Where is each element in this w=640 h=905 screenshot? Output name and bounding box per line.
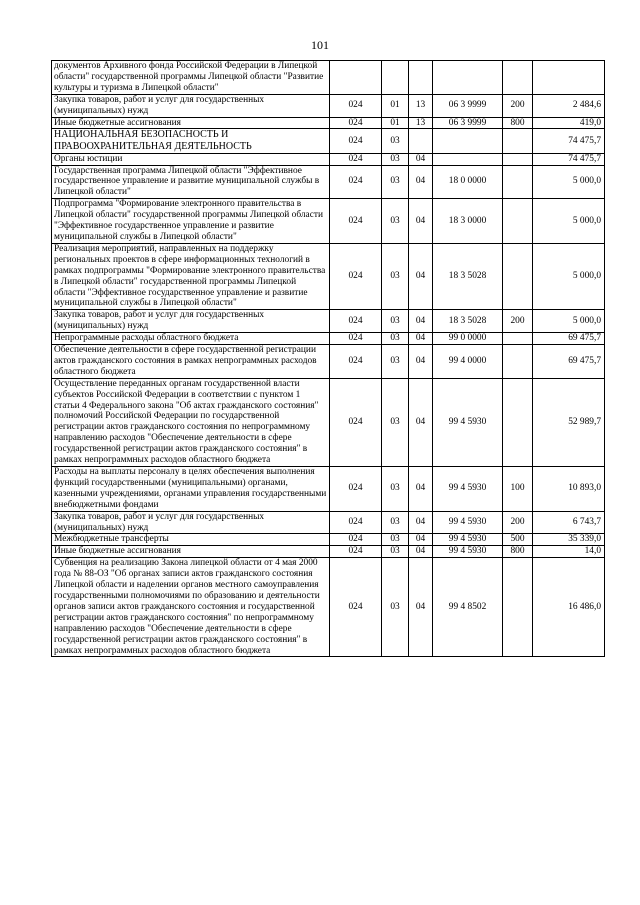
expense-type-cell	[503, 61, 533, 95]
ministry-code-cell: 024	[330, 333, 382, 345]
expense-type-cell	[503, 378, 533, 466]
subsection-code-cell: 04	[409, 534, 433, 546]
subsection-code-cell: 04	[409, 467, 433, 512]
ministry-code-cell: 024	[330, 117, 382, 129]
section-code-cell: 03	[382, 243, 409, 309]
ministry-code-cell: 024	[330, 129, 382, 153]
expense-name-cell: Закупка товаров, работ и услуг для государственных (муниципальных) нужд	[52, 310, 330, 333]
target-article-cell: 06 3 9999	[433, 94, 503, 117]
target-article-cell: 99 4 8502	[433, 558, 503, 657]
subsection-code-cell: 04	[409, 345, 433, 379]
table-row	[52, 94, 605, 117]
amount-cell: 35 339,0	[533, 534, 605, 546]
expense-name-cell: Непрограммные расходы областного бюджета	[52, 333, 330, 345]
expense-type-cell	[503, 345, 533, 379]
target-article-cell: 99 4 5930	[433, 467, 503, 512]
expense-type-cell: 100	[503, 467, 533, 512]
amount-cell	[533, 61, 605, 95]
table-row	[52, 333, 605, 345]
section-code-cell: 03	[382, 345, 409, 379]
section-code-cell: 03	[382, 165, 409, 199]
expense-name-cell: документов Архивного фонда Российской Федерации в Липецкой области" государственной программы Липецкой области "Развитие культуры и туризма в Липецкой области"	[52, 61, 330, 95]
ministry-code-cell: 024	[330, 153, 382, 165]
expense-name-cell: НАЦИОНАЛЬНАЯ БЕЗОПАСНОСТЬ И ПРАВООХРАНИТЕЛЬНАЯ ДЕЯТЕЛЬНОСТЬ	[52, 129, 330, 153]
section-code-cell: 03	[382, 333, 409, 345]
ministry-code-cell: 024	[330, 534, 382, 546]
section-code-cell	[382, 61, 409, 95]
target-article-cell	[433, 61, 503, 95]
amount-cell: 5 000,0	[533, 243, 605, 309]
table-row	[52, 165, 605, 199]
expense-name-cell: Подпрограмма "Формирование электронного правительства в Липецкой области" государственной программы Липецкой области "Эффективное государственное управление и развитие муниципальной службы в Липецкой области"	[52, 199, 330, 244]
table-row	[52, 511, 605, 534]
expense-name-cell: Обеспечение деятельности в сфере государственной регистрации актов гражданского состояния в рамках непрограммных расходов областного бюджета	[52, 345, 330, 379]
subsection-code-cell: 04	[409, 333, 433, 345]
expense-type-cell: 200	[503, 511, 533, 534]
table-row	[52, 199, 605, 244]
expense-type-cell	[503, 558, 533, 657]
table-row	[52, 534, 605, 546]
section-code-cell: 03	[382, 511, 409, 534]
expense-name-cell: Осуществление переданных органам государственной власти субъектов Российской Федерации в соответствии с пунктом 1 статьи 4 Федерального закона "Об актах гражданского состояния" полномочий Российской Федерации по государственной регистрации актов гражданского состояния по непрограммному направлению расходов "Обеспечение деятельности в сфере государственной регистрации актов гражданского состояния" в рамках непрограммных расходов областного бюджета	[52, 378, 330, 466]
section-code-cell: 03	[382, 467, 409, 512]
target-article-cell: 18 3 5028	[433, 310, 503, 333]
expense-name-cell: Субвенция на реализацию Закона липецкой области от 4 мая 2000 года № 88-ОЗ "Об органах записи актов гражданского состояния Липецкой области и наделении органов местного самоуправления государственными полномочиями по образованию и деятельности органов записи актов гражданского состояния и государственной регистрации актов гражданского состояния" по непрограммному направлению расходов "Обеспечение деятельности в сфере государственной регистрации актов гражданского состояния" в рамках непрограммных расходов областного бюджета	[52, 558, 330, 657]
expense-type-cell	[503, 243, 533, 309]
subsection-code-cell: 04	[409, 511, 433, 534]
expense-type-cell: 500	[503, 534, 533, 546]
section-code-cell: 03	[382, 310, 409, 333]
amount-cell: 69 475,7	[533, 333, 605, 345]
target-article-cell	[433, 153, 503, 165]
amount-cell: 6 743,7	[533, 511, 605, 534]
table-row	[52, 129, 605, 153]
section-code-cell: 03	[382, 558, 409, 657]
ministry-code-cell: 024	[330, 345, 382, 379]
table-row	[52, 310, 605, 333]
table-row	[52, 61, 605, 95]
expense-type-cell: 800	[503, 546, 533, 558]
ministry-code-cell: 024	[330, 94, 382, 117]
target-article-cell: 18 3 5028	[433, 243, 503, 309]
table-row	[52, 558, 605, 657]
target-article-cell: 99 4 0000	[433, 345, 503, 379]
target-article-cell: 18 0 0000	[433, 165, 503, 199]
ministry-code-cell: 024	[330, 243, 382, 309]
target-article-cell: 99 4 5930	[433, 546, 503, 558]
target-article-cell: 99 4 5930	[433, 534, 503, 546]
expense-type-cell	[503, 333, 533, 345]
section-code-cell: 03	[382, 378, 409, 466]
section-code-cell: 03	[382, 546, 409, 558]
amount-cell: 14,0	[533, 546, 605, 558]
subsection-code-cell: 04	[409, 165, 433, 199]
subsection-code-cell: 13	[409, 117, 433, 129]
expense-name-cell: Иные бюджетные ассигнования	[52, 117, 330, 129]
subsection-code-cell: 04	[409, 310, 433, 333]
amount-cell: 419,0	[533, 117, 605, 129]
amount-cell: 5 000,0	[533, 310, 605, 333]
amount-cell: 5 000,0	[533, 165, 605, 199]
page-number: 101	[311, 38, 329, 52]
expense-type-cell	[503, 153, 533, 165]
section-code-cell: 01	[382, 94, 409, 117]
table-row	[52, 117, 605, 129]
section-code-cell: 03	[382, 534, 409, 546]
amount-cell: 74 475,7	[533, 153, 605, 165]
target-article-cell: 18 3 0000	[433, 199, 503, 244]
table-row	[52, 546, 605, 558]
table-row	[52, 378, 605, 466]
subsection-code-cell: 04	[409, 153, 433, 165]
subsection-code-cell: 04	[409, 199, 433, 244]
table-row	[52, 153, 605, 165]
amount-cell: 52 989,7	[533, 378, 605, 466]
target-article-cell: 99 0 0000	[433, 333, 503, 345]
ministry-code-cell: 024	[330, 310, 382, 333]
ministry-code-cell: 024	[330, 467, 382, 512]
subsection-code-cell: 04	[409, 243, 433, 309]
subsection-code-cell: 04	[409, 558, 433, 657]
expense-type-cell	[503, 199, 533, 244]
target-article-cell: 99 4 5930	[433, 378, 503, 466]
amount-cell: 74 475,7	[533, 129, 605, 153]
budget-table	[51, 60, 605, 657]
target-article-cell: 06 3 9999	[433, 117, 503, 129]
amount-cell: 2 484,6	[533, 94, 605, 117]
expense-name-cell: Иные бюджетные ассигнования	[52, 546, 330, 558]
amount-cell: 69 475,7	[533, 345, 605, 379]
expense-name-cell: Органы юстиции	[52, 153, 330, 165]
budget-table-body	[52, 61, 605, 657]
expense-type-cell	[503, 129, 533, 153]
expense-type-cell	[503, 165, 533, 199]
expense-name-cell: Расходы на выплаты персоналу в целях обеспечения выполнения функций государственными (муниципальными) органами, казенными учреждениями, органами управления государственными внебюджетными фондами	[52, 467, 330, 512]
ministry-code-cell	[330, 61, 382, 95]
table-row	[52, 467, 605, 512]
subsection-code-cell	[409, 61, 433, 95]
ministry-code-cell: 024	[330, 511, 382, 534]
expense-name-cell: Государственная программа Липецкой области "Эффективное государственное управление и развитие муниципальной службы в Липецкой области"	[52, 165, 330, 199]
ministry-code-cell: 024	[330, 199, 382, 244]
section-code-cell: 03	[382, 153, 409, 165]
ministry-code-cell: 024	[330, 558, 382, 657]
expense-type-cell: 200	[503, 94, 533, 117]
ministry-code-cell: 024	[330, 378, 382, 466]
target-article-cell: 99 4 5930	[433, 511, 503, 534]
subsection-code-cell: 04	[409, 546, 433, 558]
expense-type-cell: 800	[503, 117, 533, 129]
expense-name-cell: Закупка товаров, работ и услуг для государственных (муниципальных) нужд	[52, 511, 330, 534]
subsection-code-cell	[409, 129, 433, 153]
section-code-cell: 03	[382, 199, 409, 244]
section-code-cell: 01	[382, 117, 409, 129]
section-code-cell: 03	[382, 129, 409, 153]
expense-name-cell: Межбюджетные трансферты	[52, 534, 330, 546]
amount-cell: 16 486,0	[533, 558, 605, 657]
subsection-code-cell: 13	[409, 94, 433, 117]
ministry-code-cell: 024	[330, 165, 382, 199]
expense-type-cell: 200	[503, 310, 533, 333]
target-article-cell	[433, 129, 503, 153]
expense-name-cell: Закупка товаров, работ и услуг для государственных (муниципальных) нужд	[52, 94, 330, 117]
ministry-code-cell: 024	[330, 546, 382, 558]
expense-name-cell: Реализация мероприятий, направленных на поддержку региональных проектов в сфере информационных технологий в рамках подпрограммы "Формирование электронного правительства в Липецкой области" государственной программы Липецкой области "Эффективное государственное управление и развитие муниципальной службы в Липецкой области"	[52, 243, 330, 309]
table-row	[52, 345, 605, 379]
table-row	[52, 243, 605, 309]
amount-cell: 5 000,0	[533, 199, 605, 244]
subsection-code-cell: 04	[409, 378, 433, 466]
amount-cell: 10 893,0	[533, 467, 605, 512]
